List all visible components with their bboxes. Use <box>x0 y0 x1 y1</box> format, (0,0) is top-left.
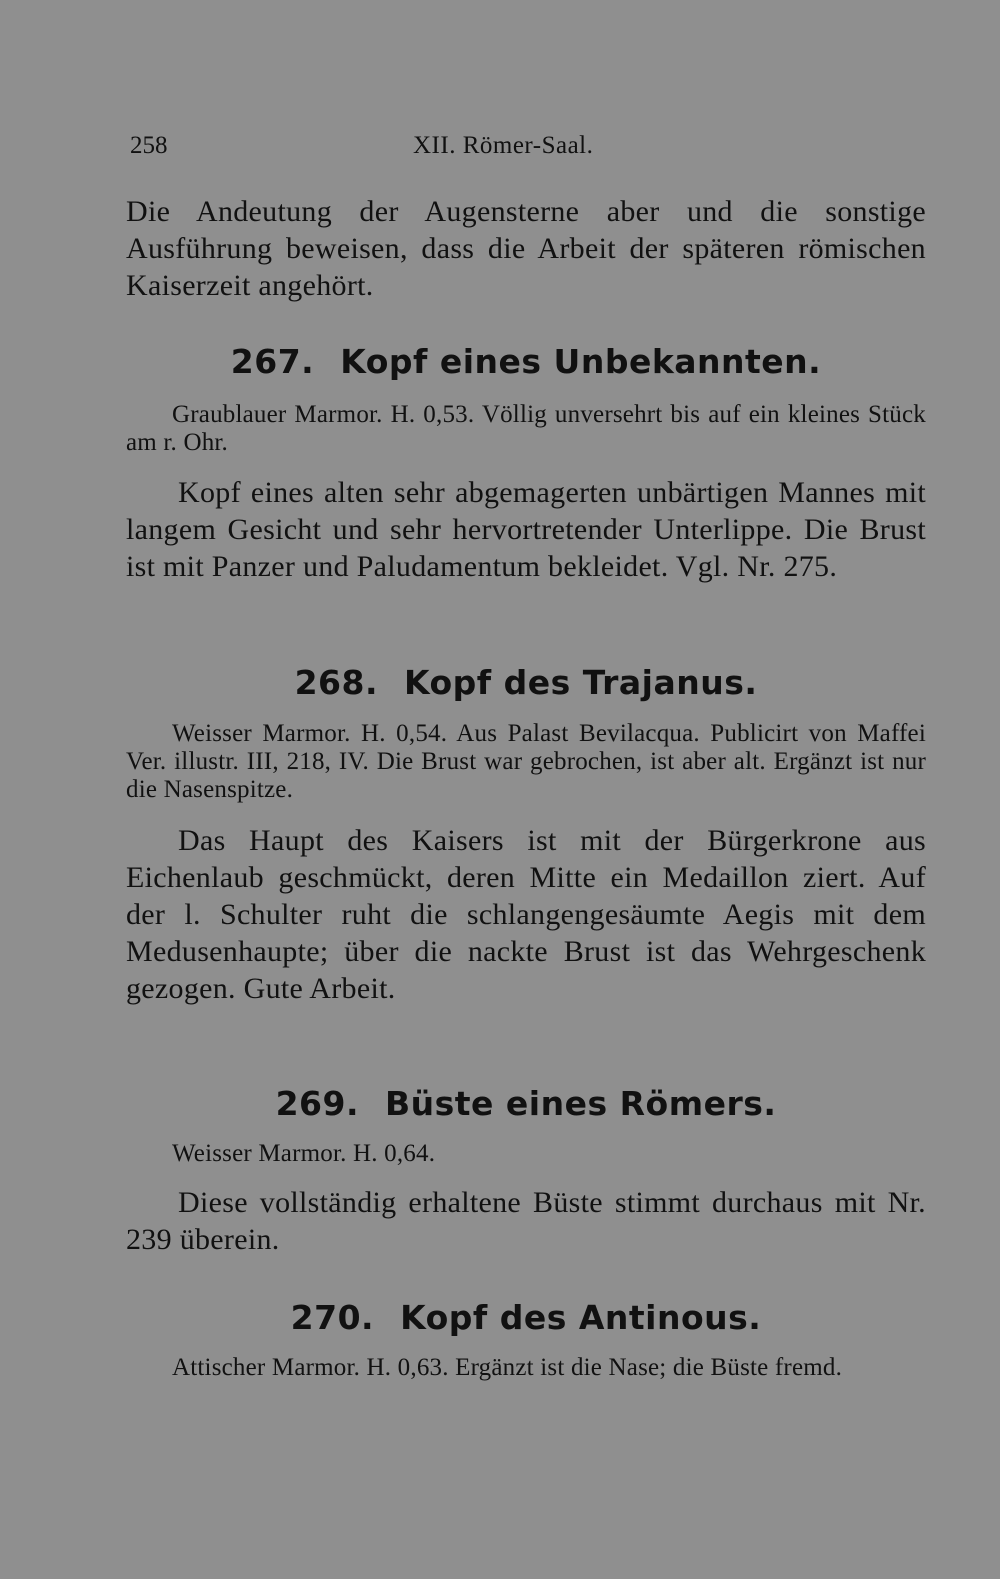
entry-title: Kopf des Antinous. <box>400 1298 762 1337</box>
entry-title: Kopf eines Unbekannten. <box>340 342 822 381</box>
entry-title: Kopf des Trajanus. <box>403 663 758 702</box>
entry-heading-267 <box>126 342 926 381</box>
running-title: XII. Römer-Saal. <box>413 132 594 159</box>
entry-meta-269: Weisser Marmor. H. 0,64. <box>172 1140 436 1167</box>
entry-number: 269. <box>275 1084 359 1123</box>
entry-meta-268: Weisser Marmor. H. 0,54. Aus Palast Bevilacqua. Publicirt von Maffei Ver. illustr. III, 218, IV. Die Brust war gebrochen, ist aber alt. Ergänzt ist nur die Nasenspitze. <box>126 720 926 803</box>
entry-heading-269 <box>126 1084 926 1123</box>
entry-description-267: Kopf eines alten sehr abgemagerten unbärtigen Mannes mit langem Gesicht und sehr hervortretender Unterlippe. Die Brust ist mit Panzer und Paludamentum bekleidet. Vgl. Nr. 275. <box>126 476 926 583</box>
entry-description-269: Diese vollständig erhaltene Büste stimmt durchaus mit Nr. 239 überein. <box>126 1186 926 1256</box>
entry-heading-270 <box>126 1298 926 1337</box>
continuation-paragraph: Die Andeutung der Augensterne aber und die sonstige Ausführung beweisen, dass die Arbeit der späteren römischen Kaiserzeit angehört. <box>126 195 926 302</box>
entry-number: 267. <box>230 342 315 381</box>
entry-title: Büste eines Römers. <box>384 1084 777 1123</box>
entry-meta-270: Attischer Marmor. H. 0,63. Ergänzt ist die Nase; die Büste fremd. <box>172 1354 843 1381</box>
page-header <box>130 132 650 168</box>
entry-meta-267: Graublauer Marmor. H. 0,53. Völlig unversehrt bis auf ein kleines Stück am r. Ohr. <box>126 401 926 456</box>
entry-description-268: Das Haupt des Kaisers ist mit der Bürgerkrone aus Eichenlaub geschmückt, deren Mitte ein Medaillon ziert. Auf der l. Schulter ruht die schlangengesäumte Aegis mit dem Medusenhaupte; über die nackte Brust ist das Wehrgeschenk gezogen. Gute Arbeit. <box>126 824 926 1005</box>
page-number: 258 <box>130 132 168 159</box>
entry-number: 270. <box>290 1298 375 1337</box>
entry-number: 268. <box>294 663 378 702</box>
entry-heading-268 <box>126 663 926 702</box>
